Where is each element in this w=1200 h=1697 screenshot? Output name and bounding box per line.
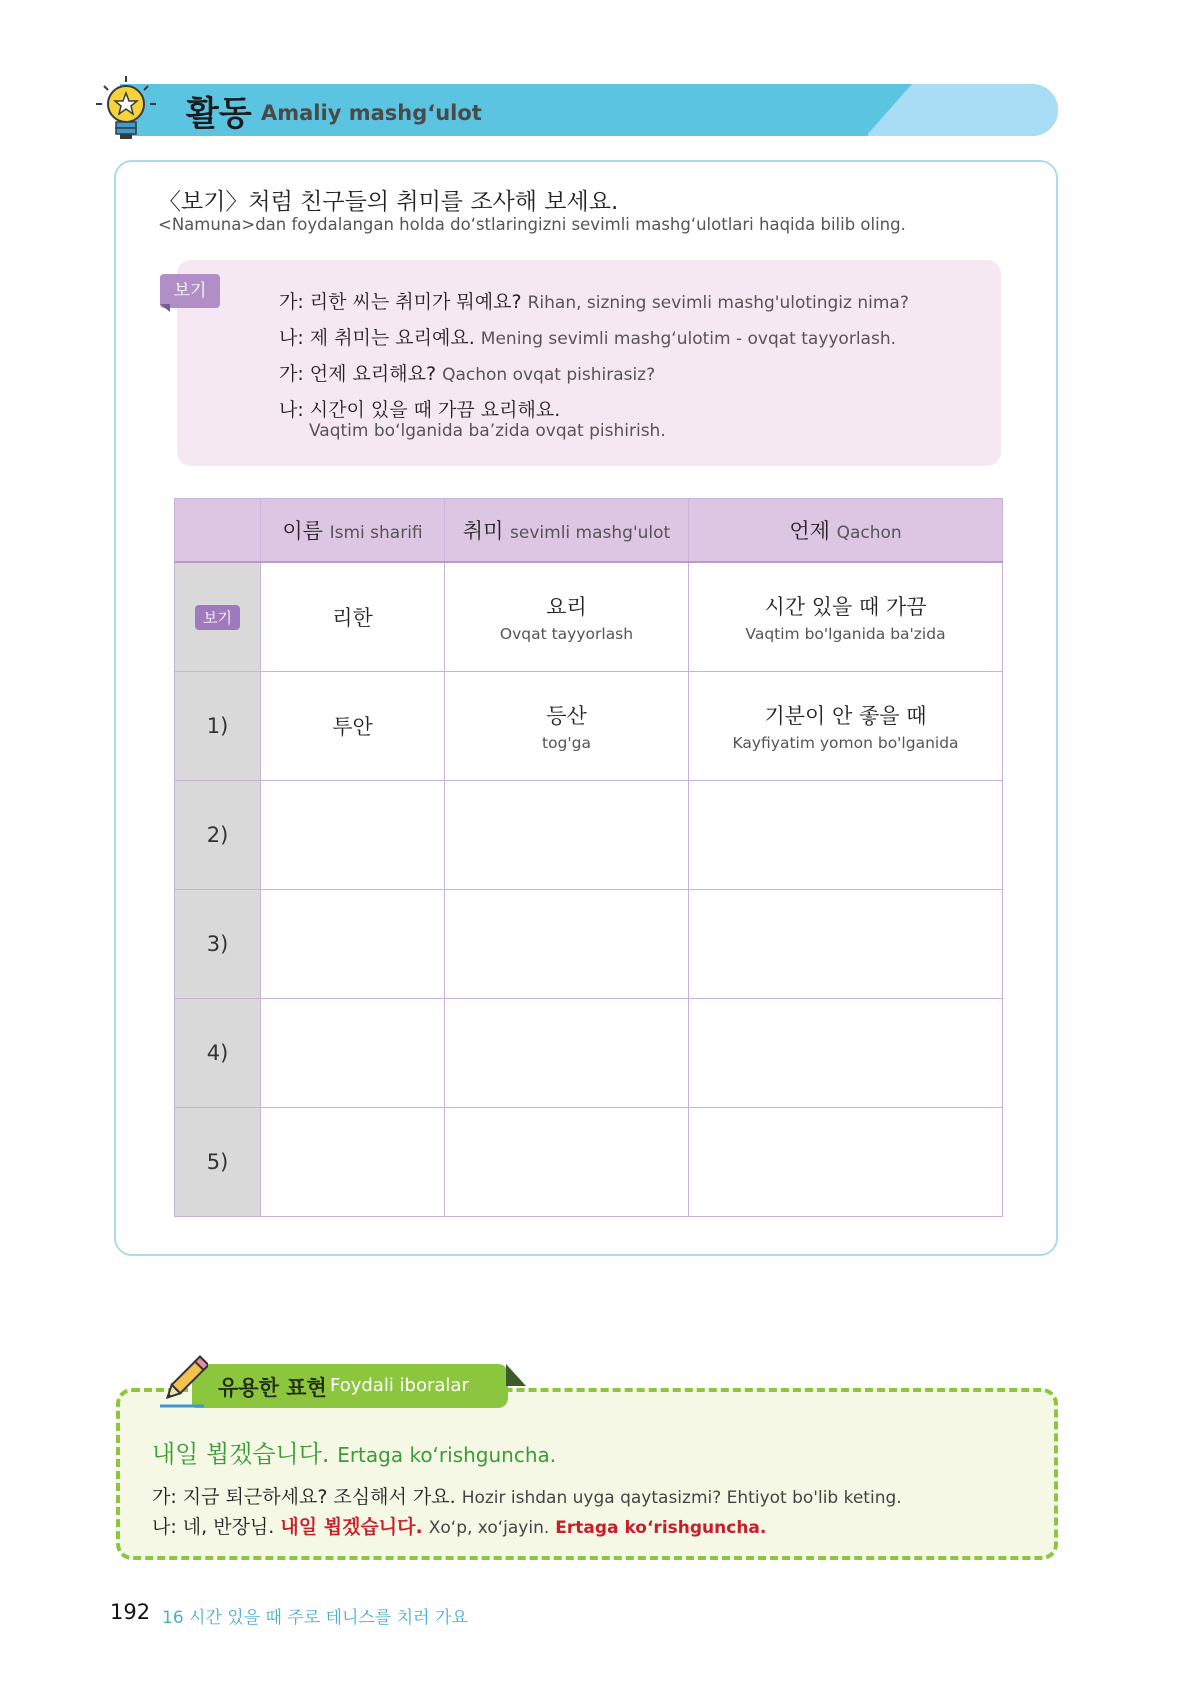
table-row bbox=[175, 781, 1003, 890]
when-cell bbox=[689, 562, 1003, 672]
hobby-cell[interactable] bbox=[445, 1108, 689, 1217]
table-row bbox=[175, 1108, 1003, 1217]
table-corner bbox=[175, 499, 261, 563]
name-cell[interactable] bbox=[261, 999, 445, 1108]
header-hobby bbox=[445, 499, 689, 563]
useful-title-ko: 유용한 표현 bbox=[218, 1376, 327, 1400]
useful-title-uz: Foydali iboralar bbox=[330, 1375, 469, 1396]
name-cell bbox=[261, 562, 445, 672]
dialog-highlight-ko: 내일 뵙겠습니다. bbox=[280, 1516, 423, 1538]
example-line-uz: Qachon ovqat pishirasiz? bbox=[442, 365, 656, 385]
when-uz: Kayfiyatim yomon bo'lganida bbox=[732, 734, 959, 752]
dialog-uz: Hozir ishdan uyga qaytasizmi? Ehtiyot bo'lib keting. bbox=[461, 1488, 902, 1508]
chapter-title: 16 시간 있을 때 주로 테니스를 치러 가요 bbox=[162, 1608, 468, 1628]
section-title-ko: 활동 bbox=[186, 94, 252, 134]
name-cell[interactable] bbox=[261, 890, 445, 999]
when-cell[interactable] bbox=[689, 999, 1003, 1108]
header-uz: Qachon bbox=[836, 523, 902, 543]
section-title-uz: Amaliy mashg‘ulot bbox=[261, 101, 482, 125]
hobby-uz: Ovqat tayyorlash bbox=[499, 625, 634, 643]
dialog-uz: Xo‘p, xo‘jayin. bbox=[428, 1518, 550, 1538]
hobby-cell[interactable] bbox=[445, 781, 689, 890]
hobby-cell[interactable] bbox=[445, 999, 689, 1108]
when-ko: 기분이 안 좋을 때 bbox=[764, 704, 927, 728]
header-ko: 이름 bbox=[282, 519, 323, 543]
table-row bbox=[175, 672, 1003, 781]
example-line-ko: 나: 제 취미는 요리예요. bbox=[279, 327, 475, 349]
dialog-highlight-uz: Ertaga ko‘rishguncha. bbox=[555, 1518, 767, 1538]
example-row-tag: 보기 bbox=[195, 605, 240, 630]
row-label: 1) bbox=[175, 672, 261, 781]
header-ko: 취미 bbox=[462, 519, 504, 543]
hobby-uz: tog'ga bbox=[542, 734, 591, 752]
hobby-survey-table bbox=[174, 498, 1003, 1217]
row-label: 2) bbox=[175, 781, 261, 890]
pencil-icon bbox=[158, 1354, 208, 1410]
when-uz: Vaqtim bo'lganida ba'zida bbox=[745, 625, 946, 643]
row-label bbox=[175, 562, 261, 672]
example-line bbox=[279, 395, 560, 422]
useful-tab-fold bbox=[506, 1364, 526, 1386]
table-row bbox=[175, 562, 1003, 672]
example-line-ko: 가: 리한 씨는 취미가 뭐예요? bbox=[279, 291, 522, 313]
example-tag-fold bbox=[160, 304, 170, 312]
name-cell[interactable] bbox=[261, 781, 445, 890]
example-line-uz: Rihan, sizning sevimli mashg'ulotingiz nima? bbox=[527, 293, 909, 313]
table-header-row bbox=[175, 499, 1003, 563]
hobby-cell bbox=[445, 562, 689, 672]
header-uz: Ismi sharifi bbox=[329, 523, 423, 543]
hobby-ko: 등산 bbox=[546, 704, 587, 728]
example-line-uz: Mening sevimli mashg‘ulotim - ovqat tayyorlash. bbox=[480, 329, 897, 349]
hobby-cell[interactable] bbox=[445, 672, 689, 781]
when-cell[interactable] bbox=[689, 1108, 1003, 1217]
useful-dialog-line bbox=[152, 1482, 902, 1509]
useful-main-uz: Ertaga ko‘rishguncha. bbox=[337, 1443, 557, 1467]
name-cell[interactable] bbox=[261, 672, 445, 781]
name-cell[interactable] bbox=[261, 1108, 445, 1217]
example-line bbox=[279, 359, 655, 386]
table-row bbox=[175, 890, 1003, 999]
when-cell[interactable] bbox=[689, 890, 1003, 999]
table-row bbox=[175, 999, 1003, 1108]
page-number: 192 bbox=[110, 1600, 151, 1624]
header-uz: sevimli mashg'ulot bbox=[510, 523, 671, 543]
dialog-ko: 가: 지금 퇴근하세요? 조심해서 가요. bbox=[152, 1486, 456, 1508]
example-line-ko: 가: 언제 요리해요? bbox=[279, 363, 437, 385]
dialog-ko: 나: 네, 반장님. bbox=[152, 1516, 275, 1538]
instruction-ko: 〈보기〉처럼 친구들의 취미를 조사해 보세요. bbox=[158, 189, 619, 215]
instruction-uz: <Namuna>dan foydalangan holda do‘stlaringizni sevimli mashg‘ulotlari haqida bilib oling. bbox=[158, 215, 906, 234]
header-when bbox=[689, 499, 1003, 563]
when-cell[interactable] bbox=[689, 672, 1003, 781]
banner-tail bbox=[868, 84, 1058, 136]
example-tag: 보기 bbox=[160, 274, 220, 308]
useful-main-phrase bbox=[152, 1434, 556, 1469]
hobby-ko: 요리 bbox=[546, 595, 587, 619]
example-line-sub-uz: Vaqtim bo‘lganida ba’zida ovqat pishirish. bbox=[309, 421, 666, 441]
hobby-cell[interactable] bbox=[445, 890, 689, 999]
row-label: 4) bbox=[175, 999, 261, 1108]
header-name bbox=[261, 499, 445, 563]
when-ko: 시간 있을 때 가끔 bbox=[764, 595, 927, 619]
example-line-ko: 나: 시간이 있을 때 가끔 요리해요. bbox=[279, 399, 561, 421]
name-text: 리한 bbox=[332, 606, 373, 630]
example-line bbox=[279, 287, 909, 314]
name-text: 투안 bbox=[332, 715, 373, 739]
lightbulb-star-icon bbox=[94, 74, 158, 144]
row-label: 3) bbox=[175, 890, 261, 999]
when-cell[interactable] bbox=[689, 781, 1003, 890]
useful-main-ko: 내일 뵙겠습니다. bbox=[152, 1440, 330, 1468]
row-label: 5) bbox=[175, 1108, 261, 1217]
example-line bbox=[279, 323, 896, 350]
header-ko: 언제 bbox=[789, 519, 830, 543]
useful-dialog-line bbox=[152, 1512, 766, 1539]
